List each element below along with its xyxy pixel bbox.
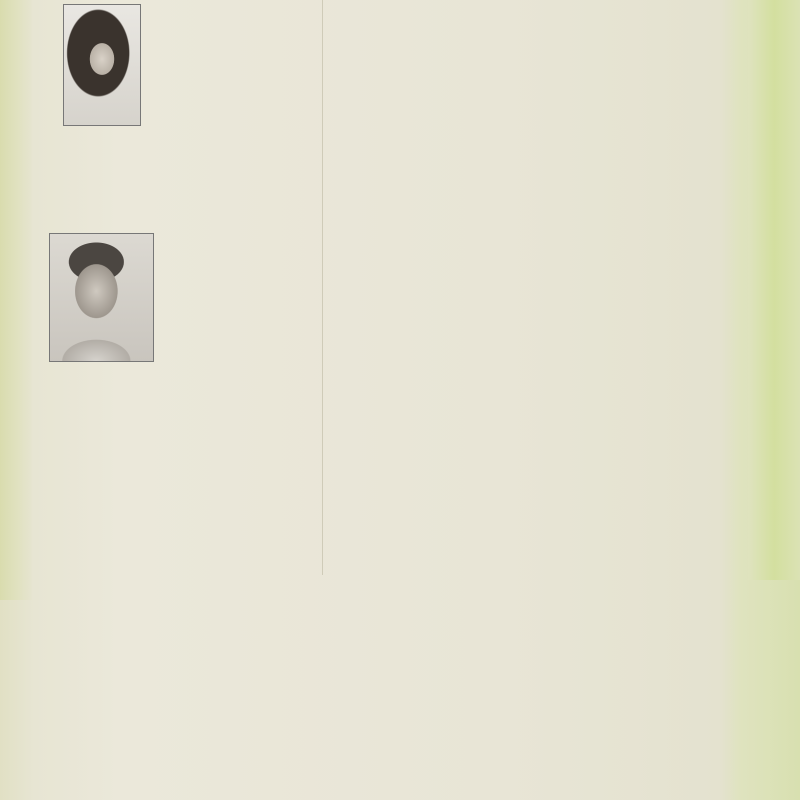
yvonne-triem-photo: [63, 4, 141, 126]
change-of-address: [0, 597, 800, 600]
hannibal-coons-photo: [49, 233, 154, 362]
page-edge-right: [748, 0, 800, 580]
column-divider: [322, 0, 323, 575]
page-edge-left: [0, 0, 32, 600]
